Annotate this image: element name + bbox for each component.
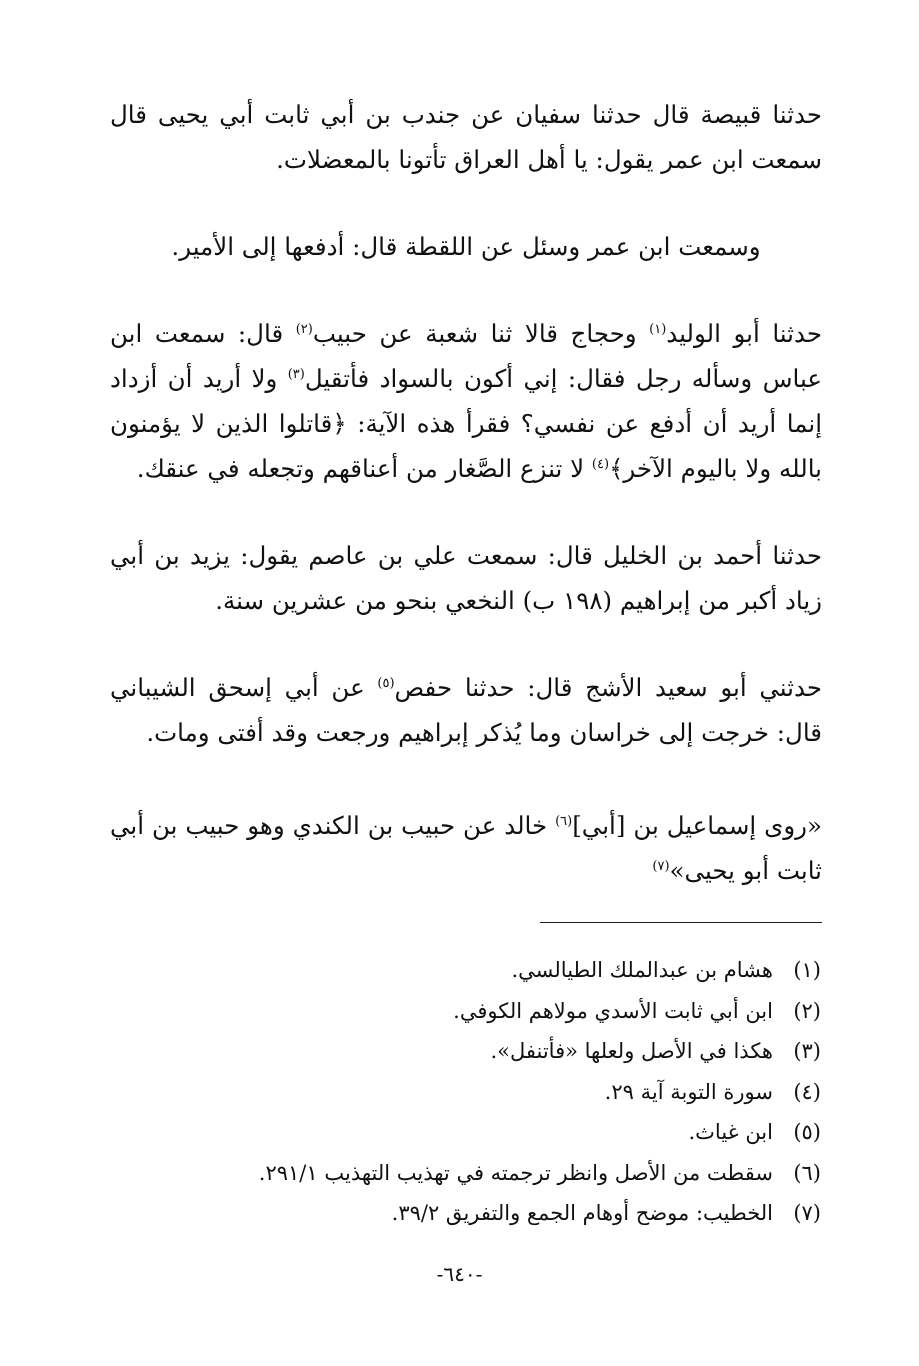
page-number: -٦٤٠-: [436, 1262, 483, 1286]
footnote-number: (٧): [793, 1201, 821, 1225]
footnote-text: سورة التوبة آية ٢٩.: [604, 1079, 773, 1104]
paragraph-5: [110, 665, 822, 755]
paragraph-3-text-c: قال: سمعت ابن عباس وسأله رجل فقال: إني أكون بالسواد فأتقيل: [110, 319, 822, 393]
footnote-text: ابن غياث.: [688, 1120, 773, 1144]
footnote-1: [221, 950, 821, 991]
footnote-ref-3: (٣): [287, 366, 305, 382]
footnote-text: هكذا في الأصل ولعلها «فأتنفل».: [490, 1039, 773, 1063]
paragraph-4: [110, 533, 822, 623]
footnote-3: [221, 1031, 821, 1072]
paragraph-1: [110, 92, 822, 182]
footnote-number: (٣): [793, 1039, 821, 1063]
footnote-number: (٥): [793, 1120, 821, 1144]
footnote-text: سقطت من الأصل وانظر ترجمته في تهذيب التهذيب ٢٩١/١.: [258, 1160, 773, 1185]
footnote-6: [221, 1153, 821, 1194]
footnote-number: (٦): [793, 1160, 821, 1185]
paragraph-5-text-a: حدثني أبو سعيد الأشج قال: حدثنا حفص: [394, 673, 822, 702]
footnote-ref-5: (٥): [377, 675, 395, 691]
paragraph-2: [110, 224, 822, 269]
footnote-text: الخطيب: موضح أوهام الجمع والتفريق ٣٩/٢.: [391, 1201, 773, 1225]
footnote-number: (١): [793, 958, 821, 982]
footnote-number: (٢): [793, 998, 821, 1023]
footnote-7: [221, 1193, 821, 1234]
footnote-ref-4: (٤): [591, 456, 610, 472]
footnote-text: ابن أبي ثابت الأسدي مولاهم الكوفي.: [453, 998, 773, 1023]
paragraph-3-text-e: لا تنزع الصَّغار من أعناقهم وتجعله في عنقك.: [136, 454, 592, 483]
paragraph-4-text: حدثنا أحمد بن الخليل قال: سمعت علي بن عاصم يقول: يزيد بن أبي زياد أكبر من إبراهيم (١٩٨ ب) النخعي بنحو من عشرين سنة.: [110, 541, 822, 615]
footnote-4: [221, 1072, 821, 1113]
footnote-number: (٤): [793, 1079, 821, 1104]
paragraph-6-text-a: «روى إسماعيل بن [أبي]: [572, 811, 822, 840]
paragraph-2-text: وسمعت ابن عمر وسئل عن اللقطة قال: أدفعها إلى الأمير.: [171, 232, 761, 261]
paragraph-3: [110, 311, 822, 491]
footnote-5: [221, 1112, 821, 1153]
paragraph-1-text: حدثنا قبيصة قال حدثنا سفيان عن جندب بن أبي ثابت أبي يحيى قال سمعت ابن عمر يقول: يا أهل العراق تأتونا بالمعضلات.: [110, 100, 822, 174]
footnote-ref-1: (١): [649, 321, 667, 337]
page-body: [110, 92, 822, 893]
paragraph-6-text-b: خالد عن حبيب بن الكندي وهو حبيب بن أبي ثابت أبو يحيى»: [110, 811, 822, 885]
paragraph-3-text-a: حدثنا أبو الوليد: [666, 319, 822, 348]
footnote-ref-7: (٧): [652, 858, 670, 874]
footnote-separator: [540, 922, 822, 923]
footnote-text: هشام بن عبدالملك الطيالسي.: [511, 958, 773, 982]
paragraph-6: [110, 803, 822, 893]
paragraph-3-text-d: ولا أريد أن أزداد إنما أريد أن أدفع عن نفسي؟ فقرأ هذه الآية: ﴿قاتلوا الذين لا يؤمنون بالله ولا باليوم الآخر﴾: [110, 364, 822, 483]
paragraph-5-text-b: عن أبي إسحق الشيباني قال: خرجت إلى خراسان وما يُذكر إبراهيم ورجعت وقد أفتى ومات.: [110, 673, 822, 747]
footnote-2: [221, 991, 821, 1032]
paragraph-3-text-b: وحجاج قالا ثنا شعبة عن حبيب: [312, 319, 650, 348]
footnote-ref-6: (٦): [555, 813, 573, 829]
footnotes-list: [221, 950, 821, 1234]
footnote-ref-2: (٢): [295, 321, 313, 337]
